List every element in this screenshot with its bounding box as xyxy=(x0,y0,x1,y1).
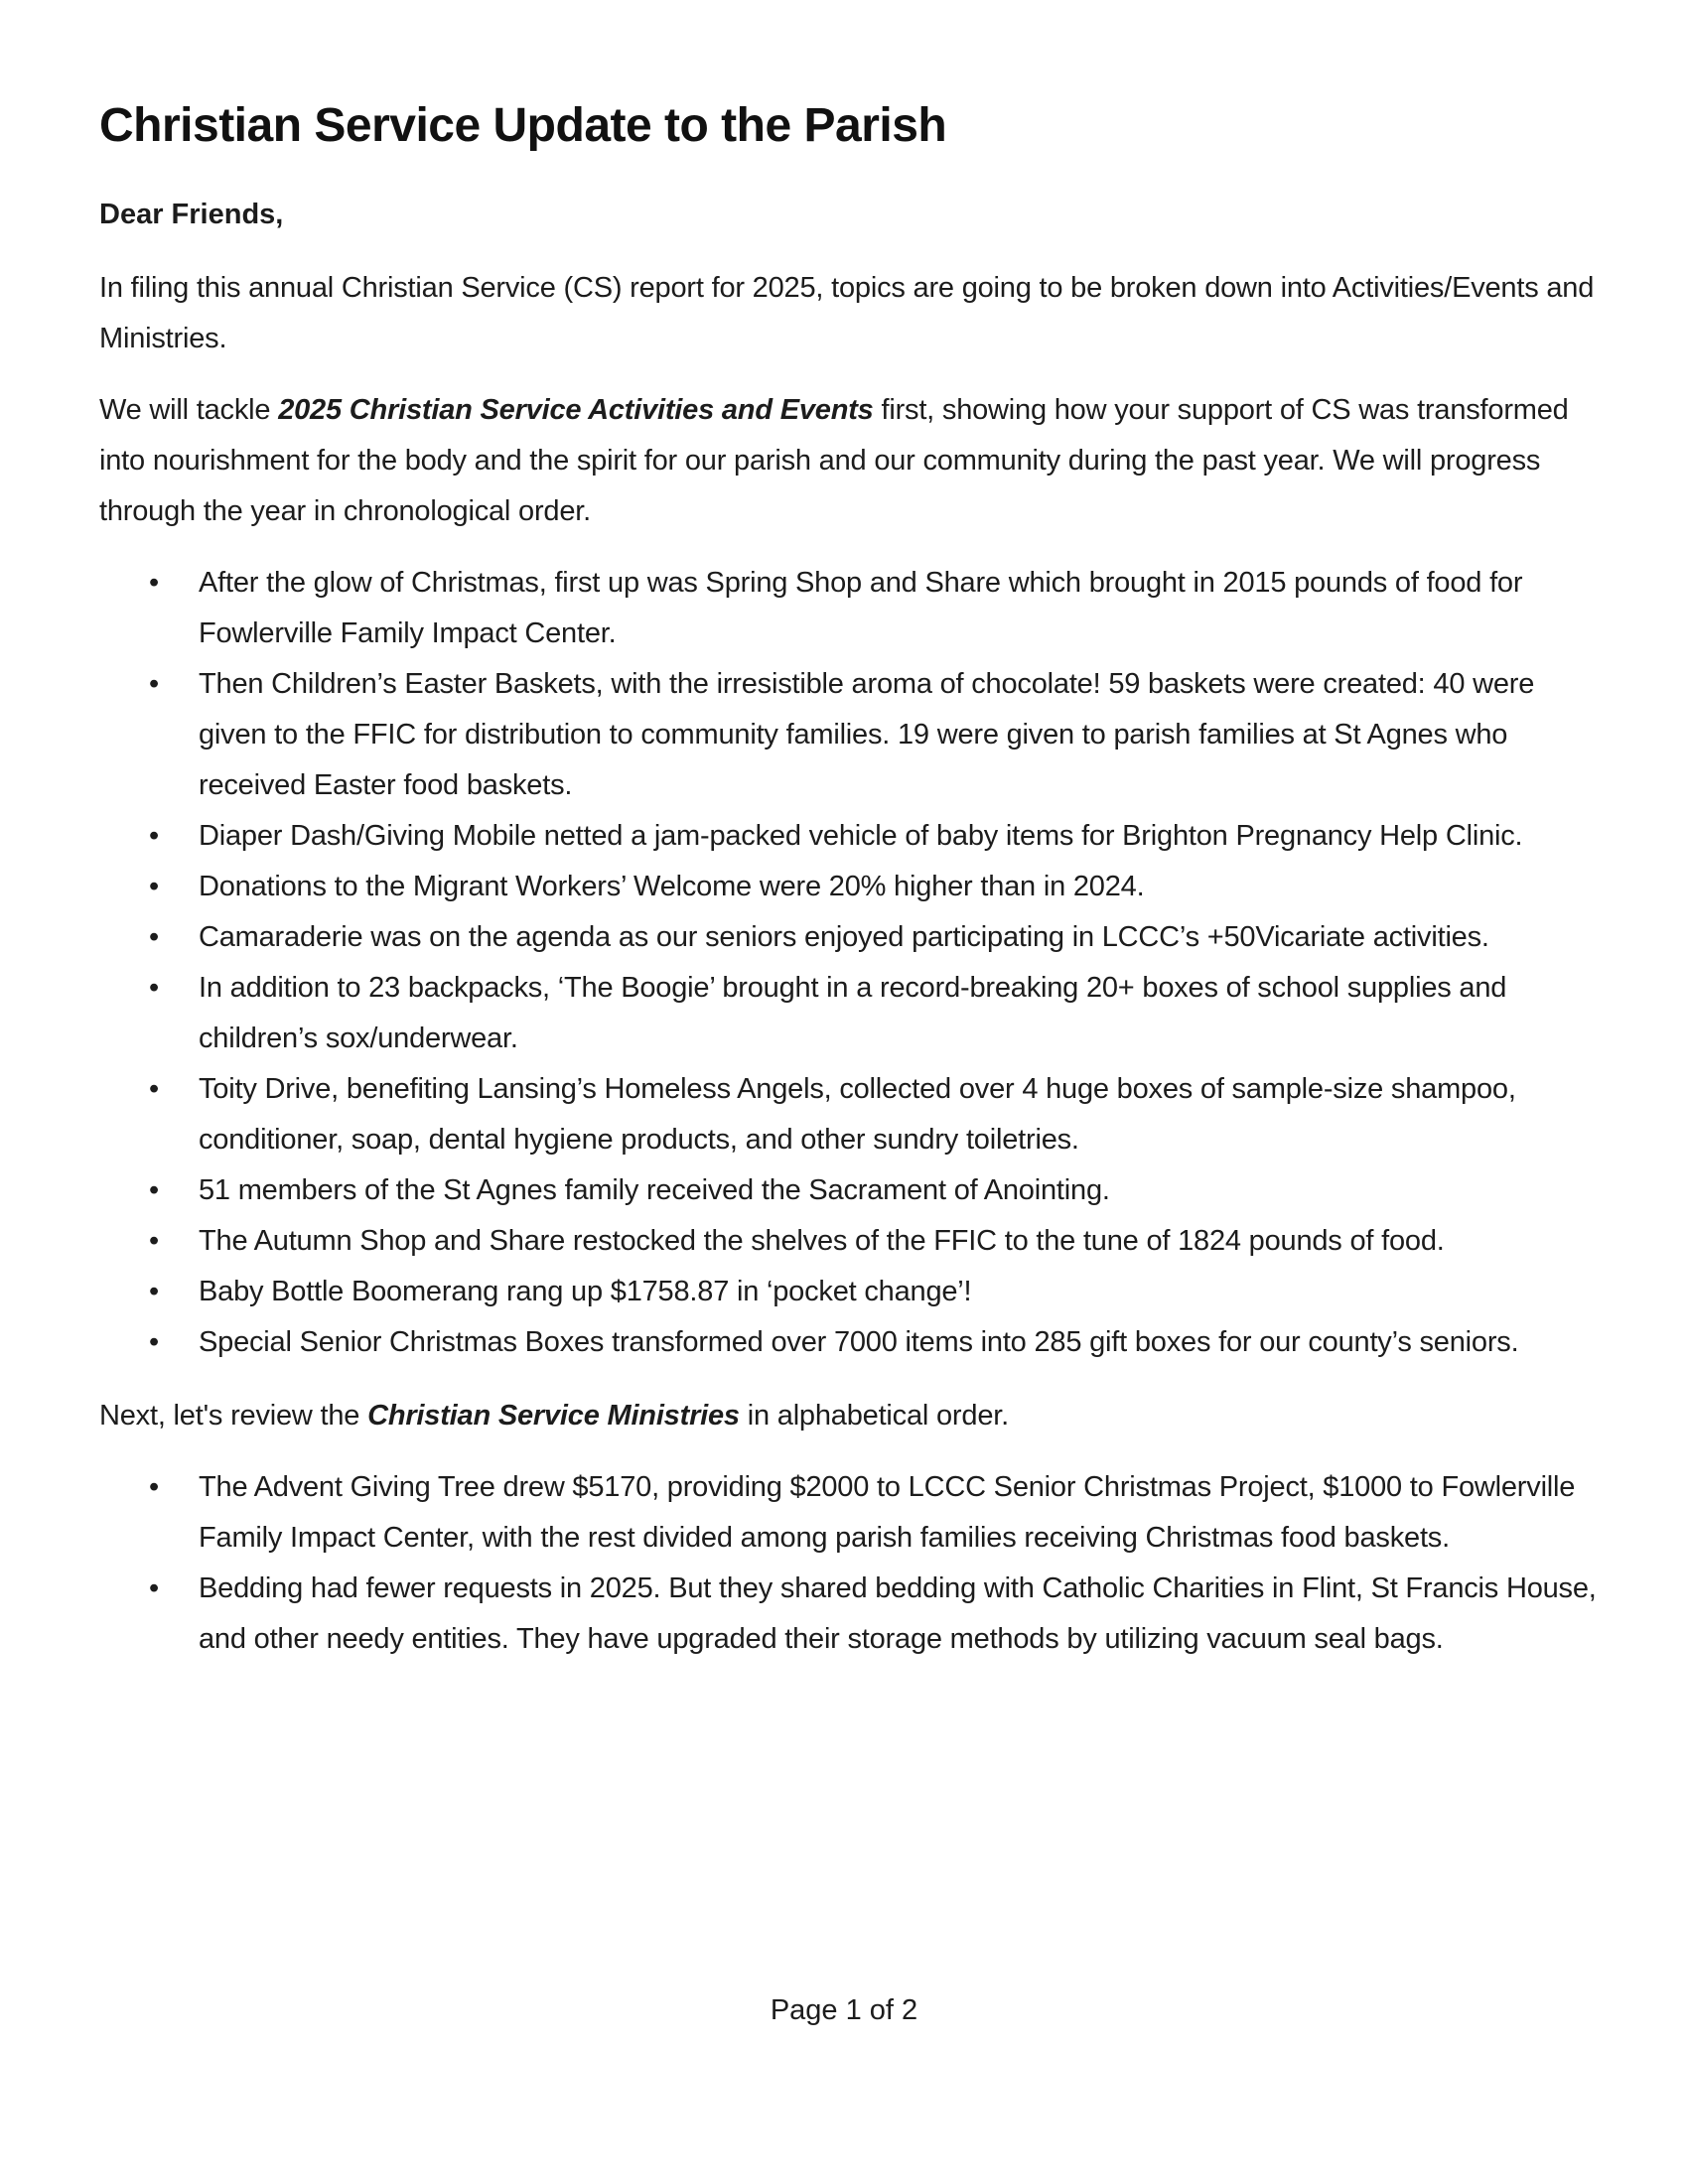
activities-intro-text-rest: first, showing how your support of CS was transformed into nourishment for the body and the spirit for our parish and our community during the past year. We will progress through the year in chronological order. xyxy=(99,394,1569,528)
activity-item: • In addition to 23 backpacks, ‘The Boogie’ brought in a record-breaking 20+ boxes of school supplies and children’s sox/underwear. xyxy=(99,963,1599,1064)
ministries-intro-text: Next, let's review the xyxy=(99,1400,368,1433)
ministries-intro-paragraph xyxy=(99,1391,1599,1441)
page-number-footer: Page 1 of 2 xyxy=(770,1994,918,2026)
page-title: Christian Service Update to the Parish xyxy=(99,99,947,152)
activity-item: • Baby Bottle Boomerang rang up $1758.87 in ‘pocket change’! xyxy=(99,1267,1599,1317)
activities-list xyxy=(99,558,1599,1368)
activities-intro-paragraph xyxy=(99,385,1599,537)
ministry-item: • The Advent Giving Tree drew $5170, providing $2000 to LCCC Senior Christmas Project, $1000 to Fowlerville Family Impact Center, with the rest divided among parish families receiving Christmas food baskets. xyxy=(99,1462,1599,1564)
activity-item: • 51 members of the St Agnes family received the Sacrament of Anointing. xyxy=(99,1165,1599,1216)
activity-item: • The Autumn Shop and Share restocked the shelves of the FFIC to the tune of 1824 pounds of food. xyxy=(99,1216,1599,1267)
activity-item: • Diaper Dash/Giving Mobile netted a jam-packed vehicle of baby items for Brighton Pregnancy Help Clinic. xyxy=(99,811,1599,862)
intro-paragraph: In filing this annual Christian Service (CS) report for 2025, topics are going to be broken down into Activities/Events and Ministries. xyxy=(99,272,1595,355)
ministries-intro-text-rest: in alphabetical order. xyxy=(739,1400,1009,1433)
activity-item: • Then Children’s Easter Baskets, with the irresistible aroma of chocolate! 59 baskets were created: 40 were given to the FFIC for distribution to community families. 19 were given to parish families at St Agnes who received Easter food baskets. xyxy=(99,659,1599,811)
ministries-list xyxy=(99,1462,1599,1665)
ministries-intro-emphasis: Christian Service Ministries xyxy=(367,1400,740,1433)
document-body xyxy=(99,97,1599,1688)
activity-item: • Toity Drive, benefiting Lansing’s Homeless Angels, collected over 4 huge boxes of sample-size shampoo, conditioner, soap, dental hygiene products, and other sundry toiletries. xyxy=(99,1064,1599,1165)
activities-intro-emphasis: 2025 Christian Service Activities and Events xyxy=(278,394,874,427)
activities-intro-text: We will tackle xyxy=(99,394,279,427)
activity-item: • Donations to the Migrant Workers’ Welcome were 20% higher than in 2024. xyxy=(99,862,1599,912)
activity-item: • After the glow of Christmas, first up was Spring Shop and Share which brought in 2015 pounds of food for Fowlerville Family Impact Center. xyxy=(99,558,1599,659)
salutation: Dear Friends, xyxy=(99,198,284,230)
activity-item: • Special Senior Christmas Boxes transformed over 7000 items into 285 gift boxes for our county’s seniors. xyxy=(99,1317,1599,1368)
activity-item: • Camaraderie was on the agenda as our seniors enjoyed participating in LCCC’s +50Vicariate activities. xyxy=(99,912,1599,963)
ministry-item: • Bedding had fewer requests in 2025. But they shared bedding with Catholic Charities in Flint, St Francis House, and other needy entities. They have upgraded their storage methods by utilizing vacuum seal bags. xyxy=(99,1564,1599,1665)
